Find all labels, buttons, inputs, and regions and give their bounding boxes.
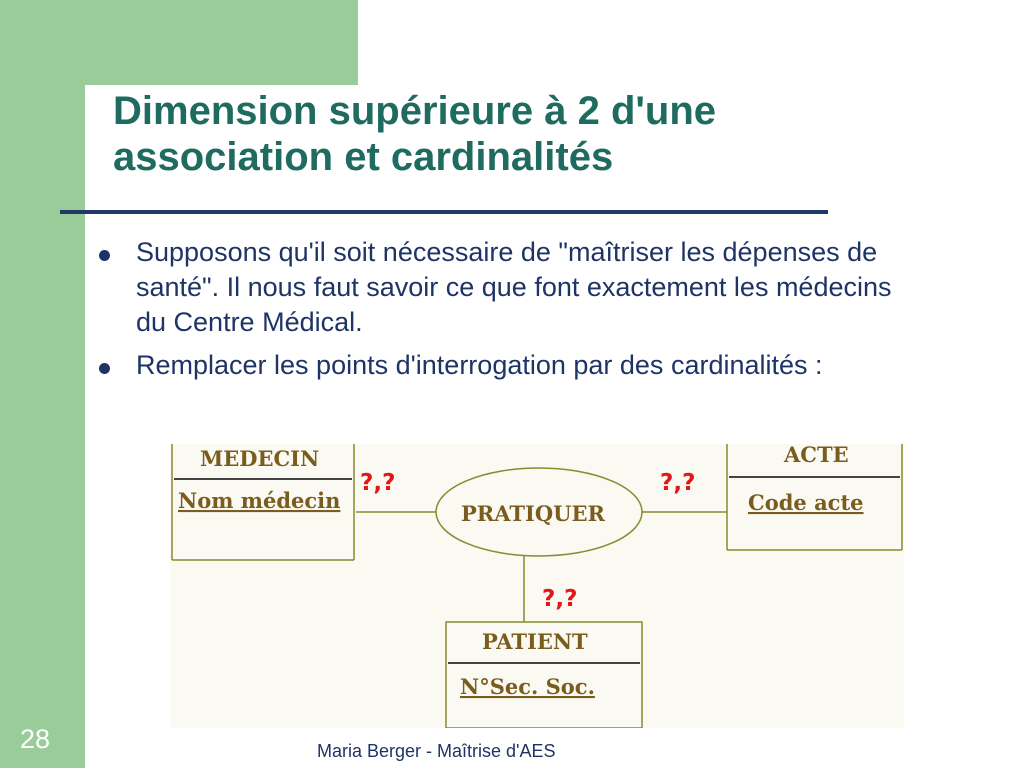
bullet-item — [95, 348, 925, 383]
bullet-text: Remplacer les points d'interrogation par des cardinalités : — [136, 350, 823, 380]
medecin-key: Nom médecin — [178, 488, 341, 513]
bullet-list — [95, 235, 925, 391]
bullet-text: Supposons qu'il soit nécessaire de "maîtriser les dépenses de santé". Il nous faut savoir ce que font exactement les médecins du Centre Médical. — [136, 237, 892, 337]
cardinality-patient: ?,? — [542, 586, 578, 612]
acte-name: ACTE — [784, 444, 849, 467]
pratiquer-label: PRATIQUER — [461, 501, 605, 526]
er-diagram — [170, 444, 904, 728]
top-green-band — [0, 0, 358, 85]
cardinality-acte: ?,? — [660, 470, 696, 496]
patient-name: PATIENT — [482, 629, 588, 654]
acte-key: Code acte — [748, 490, 864, 515]
slide-number: 28 — [20, 724, 51, 754]
patient-key: N°Sec. Soc. — [460, 674, 595, 699]
title-underline — [60, 210, 828, 214]
bullet-dot-icon — [99, 363, 110, 374]
footer-text: Maria Berger - Maîtrise d'AES — [317, 741, 556, 761]
cardinality-medecin: ?,? — [360, 470, 396, 496]
bullet-dot-icon — [99, 250, 110, 261]
bullet-item — [95, 235, 925, 340]
er-diagram-svg — [170, 444, 904, 728]
slide-title: Dimension supérieure à 2 d'une association et cardinalités — [113, 89, 717, 179]
medecin-name: MEDECIN — [200, 446, 320, 471]
left-green-band — [0, 0, 85, 768]
